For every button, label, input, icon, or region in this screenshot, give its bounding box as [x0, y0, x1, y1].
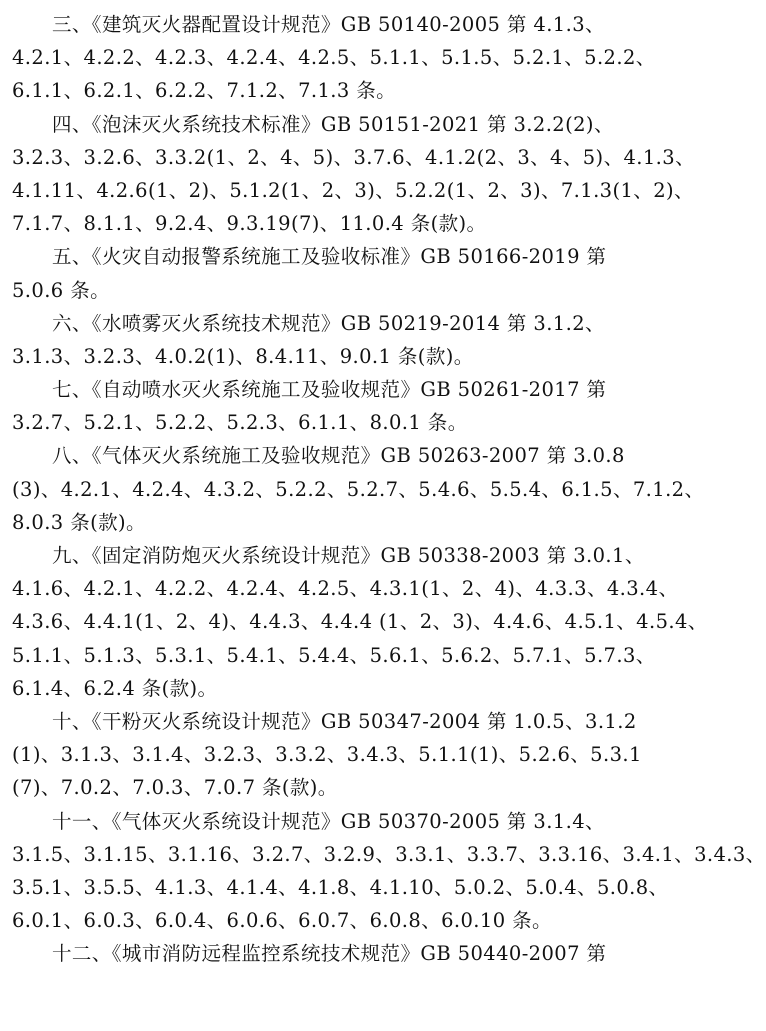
clause-heading-line: 六、《水喷雾灭火系统技术规范》GB 50219-2014 第 3.1.2、: [52, 311, 605, 335]
clause-heading-line: 九、《固定消防炮灭火系统设计规范》GB 50338-2003 第 3.0.1、: [52, 544, 645, 567]
clause-continuation-line: 3.5.1、3.5.5、4.1.3、4.1.4、4.1.8、4.1.10、5.0.2、5.0.4、5.0.8、: [12, 875, 669, 899]
clause-continuation-line: 6.1.1、6.2.1、6.2.2、7.1.2、7.1.3 条。: [12, 79, 397, 103]
clause-continuation-line: (3)、4.2.1、4.2.4、4.3.2、5.2.2、5.2.7、5.4.6、5.5.4、6.1.5、7.1.2、: [12, 477, 705, 501]
clause-heading-line: 八、《气体灭火系统施工及验收规范》GB 50263-2007 第 3.0.8: [52, 444, 625, 468]
clause-continuation-line: (7)、7.0.2、7.0.3、7.0.7 条(款)。: [12, 776, 338, 800]
clause-heading-line: 三、《建筑灭火器配置设计规范》GB 50140-2005 第 4.1.3、: [52, 13, 605, 36]
clause-continuation-line: 4.1.11、4.2.6(1、2)、5.1.2(1、2、3)、5.2.2(1、2、3)、7.1.3(1、2)、: [12, 178, 694, 202]
clause-continuation-line: 5.0.6 条。: [12, 278, 111, 302]
clause-continuation-line: 4.2.1、4.2.2、4.2.3、4.2.4、4.2.5、5.1.1、5.1.5、5.2.1、5.2.2、: [12, 46, 656, 70]
clause-continuation-line: 4.3.6、4.4.1(1、2、4)、4.4.3、4.4.4 (1、2、3)、4.4.6、4.5.1、4.5.4、: [12, 610, 708, 634]
clause-continuation-line: 3.2.7、5.2.1、5.2.2、5.2.3、6.1.1、8.0.1 条。: [12, 411, 468, 435]
clause-continuation-line: 7.1.7、8.1.1、9.2.4、9.3.19(7)、11.0.4 条(款)。: [12, 212, 487, 236]
clause-continuation-line: 8.0.3 条(款)。: [12, 510, 146, 534]
clause-continuation-line: 3.2.3、3.2.6、3.3.2(1、2、4、5)、3.7.6、4.1.2(2、3、4、5)、4.1.3、: [12, 145, 695, 169]
clause-heading-line: 七、《自动喷水灭火系统施工及验收规范》GB 50261-2017 第: [52, 378, 607, 402]
clause-continuation-line: 6.1.4、6.2.4 条(款)。: [12, 676, 218, 700]
clause-continuation-line: 3.1.3、3.2.3、4.0.2(1)、8.4.11、9.0.1 条(款)。: [12, 344, 474, 368]
clause-heading-line: 十、《干粉灭火系统设计规范》GB 50347-2004 第 1.0.5、3.1.2: [52, 709, 637, 733]
clause-continuation-line: 3.1.5、3.1.15、3.1.16、3.2.7、3.2.9、3.3.1、3.3.7、3.3.16、3.4.1、3.4.3、: [12, 842, 766, 866]
clause-continuation-line: 6.0.1、6.0.3、6.0.4、6.0.6、6.0.7、6.0.8、6.0.10 条。: [12, 909, 552, 933]
clause-heading-line: 五、《火灾自动报警系统施工及验收标准》GB 50166-2019 第: [52, 245, 607, 269]
clause-continuation-line: 5.1.1、5.1.3、5.3.1、5.4.1、5.4.4、5.6.1、5.6.2、5.7.1、5.7.3、: [12, 643, 656, 667]
clause-continuation-line: 4.1.6、4.2.1、4.2.2、4.2.4、4.2.5、4.3.1(1、2、4)、4.3.3、4.3.4、: [12, 577, 679, 601]
clause-continuation-line: (1)、3.1.3、3.1.4、3.2.3、3.3.2、3.4.3、5.1.1(1)、5.2.6、5.3.1: [12, 743, 642, 767]
clause-heading-line: 十二、《城市消防远程监控系统技术规范》GB 50440-2007 第: [52, 942, 607, 966]
clause-heading-line: 四、《泡沫灭火系统技术标准》GB 50151-2021 第 3.2.2(2)、: [52, 112, 614, 136]
clause-heading-line: 十一、《气体灭火系统设计规范》GB 50370-2005 第 3.1.4、: [52, 809, 605, 833]
